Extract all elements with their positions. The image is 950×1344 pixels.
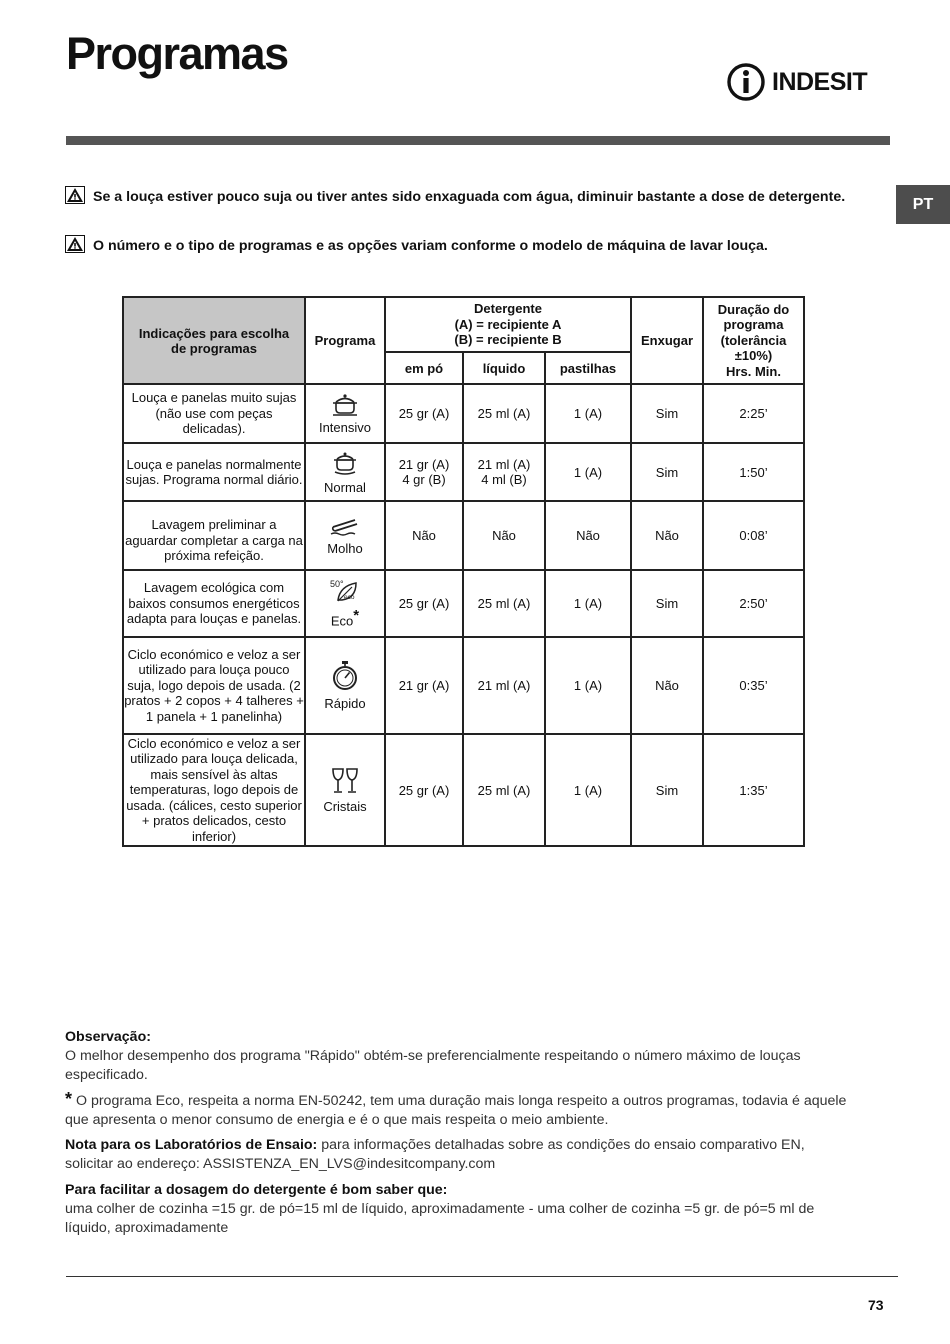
program-name: Molho <box>327 541 363 556</box>
dosage-note <box>65 1181 850 1238</box>
intensive-pot-icon <box>330 392 360 416</box>
cell-duracao: 0:35’ <box>703 637 804 734</box>
header-liquido: líquido <box>463 352 545 384</box>
program-name: Cristais <box>323 798 367 814</box>
header-pastilhas: pastilhas <box>545 352 631 384</box>
program-name: Eco <box>330 613 354 629</box>
cell-duracao: 0:08’ <box>703 501 804 570</box>
cell-pastilhas: 1 (A) <box>545 384 631 443</box>
cell-duracao: 2:25’ <box>703 384 804 443</box>
eco-footnote-mark: * <box>353 607 360 625</box>
warning-text: O número e o tipo de programas e as opções variam conforme o modelo de máquina de lavar louça. <box>93 238 768 254</box>
cell-liquido: Não <box>463 501 545 570</box>
page-title: Programas <box>66 28 288 79</box>
eco-note-text: O programa Eco, respeita a norma EN-50242, tem uma duração mais longa respeito a outros programas, todavia é aquele que apresenta o menor consumo de energia e é o que mais respeita o meio ambiente. <box>65 1093 847 1128</box>
program-cell <box>305 443 385 501</box>
cell-duracao: 1:35’ <box>703 734 804 846</box>
warning-note <box>65 235 855 256</box>
header-duracao-line: ±10%) <box>734 348 773 364</box>
warning-note <box>65 186 855 207</box>
program-cell <box>305 734 385 846</box>
row-description: Lavagem preliminar a aguardar completar a carga na próxima refeição. <box>123 501 305 570</box>
logo-text: INDESIT <box>772 67 868 96</box>
language-tab: PT <box>896 185 950 224</box>
page-number: 73 <box>868 1297 884 1313</box>
cell-em-po: 25 gr (A) <box>385 384 463 443</box>
dosage-note-text: uma colher de cozinha =15 gr. de pó=15 ml de líquido, aproximadamente - uma colher de cozinha =5 gr. de pó=5 ml de líquido, aproximadamente <box>65 1201 815 1236</box>
cell-em-po: 21 gr (A) 4 gr (B) <box>385 443 463 501</box>
lab-note-title: Nota para os Laboratórios de Ensaio: <box>65 1137 318 1153</box>
wine-glasses-icon <box>330 767 360 795</box>
observation-note <box>65 1028 850 1085</box>
stopwatch-icon <box>331 660 359 692</box>
warning-triangle-icon <box>65 186 85 204</box>
eco-footnote-star: * <box>65 1089 73 1109</box>
header-indicacoes: Indicações para escolha de programas <box>123 297 305 384</box>
program-name: Normal <box>324 479 366 495</box>
header-duracao-line: programa <box>723 317 784 333</box>
cell-enxugar: Sim <box>631 443 703 501</box>
cell-em-po: Não <box>385 501 463 570</box>
header-detergente-line: Detergente <box>474 301 542 317</box>
cell-pastilhas: 1 (A) <box>545 637 631 734</box>
header-detergente-line: (B) = recipiente B <box>454 332 562 348</box>
program-cell <box>305 501 385 570</box>
cell-enxugar: Sim <box>631 570 703 637</box>
row-description: Louça e panelas normalmente sujas. Programa normal diário. <box>123 443 305 501</box>
eco-note <box>65 1090 850 1130</box>
table-row <box>123 637 804 734</box>
cell-enxugar: Sim <box>631 384 703 443</box>
row-description: Ciclo económico e veloz a ser utilizado para louça pouco suja, logo depois de usada. (2 pratos + 2 copos + 4 talheres + 1 panela + 1 panelinha) <box>123 637 305 734</box>
program-cell <box>305 570 385 637</box>
header-em-po: em pó <box>385 352 463 384</box>
lab-note-text: para informações detalhadas sobre as condições do ensaio comparativo EN, solicitar ao endereço: ASSISTENZA_EN_LVS@indesitcompany.com <box>65 1137 805 1172</box>
program-name: Intensivo <box>318 420 372 435</box>
table-row <box>123 570 804 637</box>
header-enxugar: Enxugar <box>631 297 703 384</box>
row-description: Louça e panelas muito sujas (não use com peças delicadas). <box>123 384 305 443</box>
cell-duracao: 1:50’ <box>703 443 804 501</box>
program-cell <box>305 384 385 443</box>
warning-triangle-icon <box>65 235 85 253</box>
dosage-note-title: Para facilitar a dosagem do detergente é bom saber que: <box>65 1182 448 1198</box>
table-row <box>123 384 804 443</box>
warning-text: Se a louça estiver pouco suja ou tiver antes sido enxaguada com água, diminuir bastante a dose de detergente. <box>93 189 846 205</box>
cell-duracao: 2:50’ <box>703 570 804 637</box>
lab-note <box>65 1136 850 1174</box>
cell-pastilhas: 1 (A) <box>545 443 631 501</box>
row-description: Ciclo económico e veloz a ser utilizado para louça delicada, mais sensível às altas temperaturas, logo depois de usada. (cálices, cesto superior + pratos delicados, cesto inferior) <box>123 734 305 846</box>
svg-text:50°: 50° <box>330 579 344 590</box>
indesit-logo-icon <box>726 62 766 102</box>
header-rule <box>66 136 890 145</box>
cell-liquido: 25 ml (A) <box>463 734 545 846</box>
row-description: Lavagem ecológica com baixos consumos energéticos adapta para louças e panelas. <box>123 570 305 637</box>
table-row <box>123 443 804 501</box>
header-duracao <box>703 297 804 384</box>
observation-title: Observação: <box>65 1029 151 1045</box>
footer-rule <box>66 1276 898 1277</box>
header-duracao-line: Duração do <box>717 301 790 317</box>
normal-pot-icon <box>330 450 360 476</box>
table-row <box>123 734 804 846</box>
eco-leaf-icon <box>328 578 362 604</box>
cell-pastilhas: 1 (A) <box>545 734 631 846</box>
table-row <box>123 501 804 570</box>
cell-enxugar: Não <box>631 637 703 734</box>
cell-em-po: 25 gr (A) <box>385 570 463 637</box>
programs-table <box>122 296 805 847</box>
brand-logo <box>726 62 867 102</box>
header-duracao-line: Hrs. Min. <box>726 363 781 379</box>
program-cell <box>305 637 385 734</box>
program-name: Rápido <box>324 696 366 711</box>
cell-liquido: 21 ml (A) 4 ml (B) <box>463 443 545 501</box>
header-programa: Programa <box>305 297 385 384</box>
cell-enxugar: Sim <box>631 734 703 846</box>
soak-plate-icon <box>329 515 361 537</box>
header-detergente <box>385 297 631 352</box>
observation-text: O melhor desempenho dos programa "Rápido" obtém-se preferencialmente respeitando o número máximo de louças especificado. <box>65 1048 801 1083</box>
cell-liquido: 25 ml (A) <box>463 570 545 637</box>
cell-em-po: 25 gr (A) <box>385 734 463 846</box>
cell-pastilhas: 1 (A) <box>545 570 631 637</box>
cell-em-po: 21 gr (A) <box>385 637 463 734</box>
cell-liquido: 25 ml (A) <box>463 384 545 443</box>
svg-text:eco: eco <box>344 594 355 602</box>
cell-pastilhas: Não <box>545 501 631 570</box>
header-duracao-line: (tolerância <box>720 332 787 348</box>
header-detergente-line: (A) = recipiente A <box>454 316 562 332</box>
cell-liquido: 21 ml (A) <box>463 637 545 734</box>
cell-enxugar: Não <box>631 501 703 570</box>
